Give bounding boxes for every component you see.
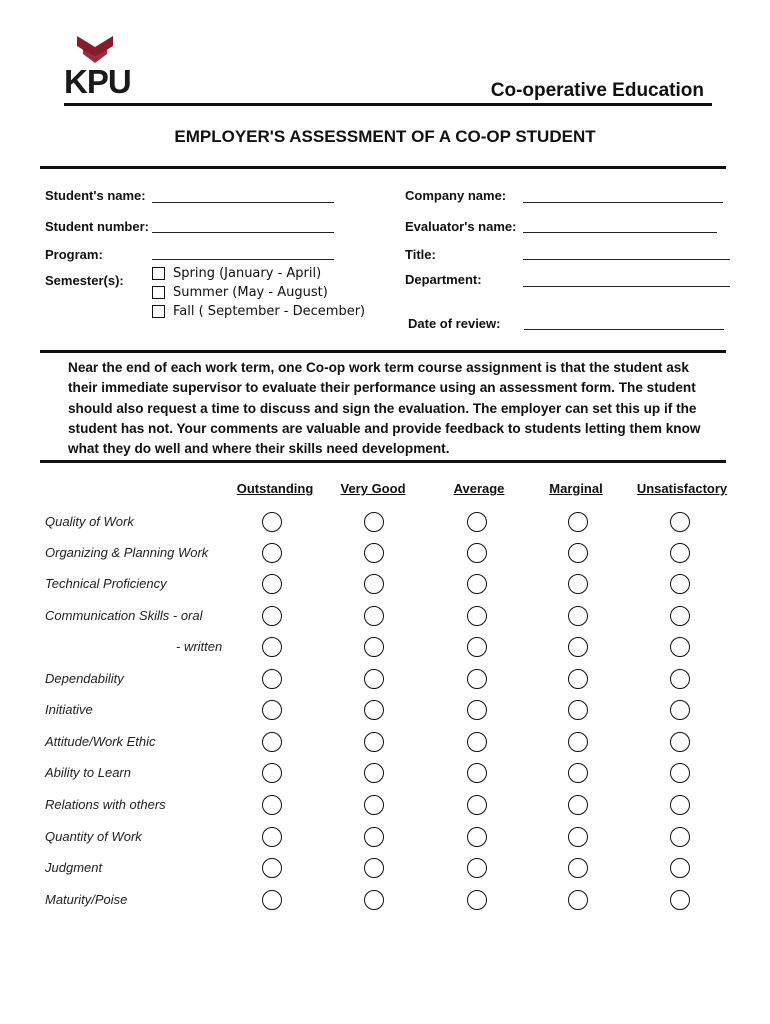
rating-radio-average[interactable] [467, 543, 487, 563]
rating-radio-very-good[interactable] [364, 763, 384, 783]
rating-radio-marginal[interactable] [568, 890, 588, 910]
spring-checkbox[interactable] [152, 267, 165, 280]
rating-radio-unsatisfactory[interactable] [670, 890, 690, 910]
rating-radio-average[interactable] [467, 890, 487, 910]
student-number-label: Student number: [45, 219, 149, 234]
date-of-review-field[interactable] [524, 329, 724, 330]
intro-top-divider [40, 350, 726, 353]
title-label: Title: [405, 247, 436, 262]
student-name-field[interactable] [152, 202, 334, 203]
criterion-label: Dependability [45, 671, 124, 686]
rating-radio-very-good[interactable] [364, 827, 384, 847]
rating-radio-marginal[interactable] [568, 606, 588, 626]
student-name-label: Student's name: [45, 188, 146, 203]
rating-radio-very-good[interactable] [364, 574, 384, 594]
rating-radio-outstanding[interactable] [262, 827, 282, 847]
rating-radio-average[interactable] [467, 763, 487, 783]
rating-radio-very-good[interactable] [364, 606, 384, 626]
rating-radio-unsatisfactory[interactable] [670, 827, 690, 847]
title-divider [40, 166, 726, 169]
rating-radio-average[interactable] [467, 732, 487, 752]
rating-radio-marginal[interactable] [568, 543, 588, 563]
program-label: Program: [45, 247, 103, 262]
rating-radio-outstanding[interactable] [262, 606, 282, 626]
rating-radio-unsatisfactory[interactable] [670, 543, 690, 563]
summer-label: Summer (May - August) [173, 285, 328, 300]
rating-radio-average[interactable] [467, 700, 487, 720]
rating-radio-unsatisfactory[interactable] [670, 512, 690, 532]
intro-paragraph: Near the end of each work term, one Co-op work term course assignment is that the student ask their immediate supervisor to evaluate their performance using an assessment form. The student should also request a time to discuss and sign the evaluation. The employer can set this up if the student has not. Your comments are valuable and provide feedback to students letting them know what they do well and where their skills need development. [68, 360, 701, 457]
rating-radio-average[interactable] [467, 606, 487, 626]
student-number-field[interactable] [152, 232, 334, 233]
program-field[interactable] [152, 259, 334, 260]
rating-radio-unsatisfactory[interactable] [670, 700, 690, 720]
department-title: Co-operative Education [490, 80, 704, 101]
evaluator-name-label: Evaluator's name: [405, 219, 517, 234]
rating-radio-very-good[interactable] [364, 732, 384, 752]
title-field[interactable] [523, 259, 730, 260]
rating-radio-outstanding[interactable] [262, 795, 282, 815]
rating-radio-outstanding[interactable] [262, 543, 282, 563]
rating-radio-average[interactable] [467, 827, 487, 847]
scale-marginal: Marginal [549, 481, 603, 496]
rating-radio-outstanding[interactable] [262, 858, 282, 878]
rating-radio-outstanding[interactable] [262, 574, 282, 594]
date-of-review-label: Date of review: [408, 316, 501, 331]
rating-radio-outstanding[interactable] [262, 763, 282, 783]
criterion-label: Ability to Learn [45, 765, 131, 780]
rating-radio-average[interactable] [467, 795, 487, 815]
criterion-label: Technical Proficiency [45, 576, 167, 591]
rating-radio-average[interactable] [467, 858, 487, 878]
evaluator-name-field[interactable] [523, 232, 717, 233]
company-name-label: Company name: [405, 188, 507, 203]
criterion-label: Communication Skills - oral [45, 608, 203, 623]
rating-radio-outstanding[interactable] [262, 890, 282, 910]
rating-radio-unsatisfactory[interactable] [670, 669, 690, 689]
scale-unsatisfactory: Unsatisfactory [636, 481, 728, 496]
rating-radio-outstanding[interactable] [262, 732, 282, 752]
rating-radio-marginal[interactable] [568, 574, 588, 594]
rating-radio-marginal[interactable] [568, 669, 588, 689]
rating-radio-marginal[interactable] [568, 763, 588, 783]
rating-radio-marginal[interactable] [568, 512, 588, 532]
scale-average: Average [453, 481, 505, 496]
criterion-label: Initiative [45, 702, 93, 717]
rating-radio-unsatisfactory[interactable] [670, 732, 690, 752]
rating-radio-very-good[interactable] [364, 669, 384, 689]
rating-radio-unsatisfactory[interactable] [670, 606, 690, 626]
rating-radio-outstanding[interactable] [262, 512, 282, 532]
rating-radio-average[interactable] [467, 512, 487, 532]
semester-options [152, 264, 365, 321]
department-label: Department: [405, 272, 482, 287]
rating-radio-very-good[interactable] [364, 637, 384, 657]
criterion-label: - written [176, 639, 223, 654]
criterion-label: Relations with others [45, 797, 166, 812]
semester-label: Semester(s): [45, 273, 124, 288]
criterion-label: Maturity/Poise [45, 892, 128, 907]
rating-radio-outstanding[interactable] [262, 637, 282, 657]
intro-bottom-divider [40, 460, 726, 463]
kpu-chevron-icon [77, 36, 113, 64]
rating-radio-very-good[interactable] [364, 858, 384, 878]
rating-radio-very-good[interactable] [364, 543, 384, 563]
rating-radio-average[interactable] [467, 574, 487, 594]
rating-radio-unsatisfactory[interactable] [670, 763, 690, 783]
rating-radio-average[interactable] [467, 637, 487, 657]
rating-radio-very-good[interactable] [364, 512, 384, 532]
criterion-label: Attitude/Work Ethic [45, 734, 156, 749]
rating-radio-marginal[interactable] [568, 827, 588, 847]
rating-radio-marginal[interactable] [568, 637, 588, 657]
rating-radio-marginal[interactable] [568, 795, 588, 815]
rating-radio-outstanding[interactable] [262, 700, 282, 720]
rating-radio-unsatisfactory[interactable] [670, 574, 690, 594]
company-name-field[interactable] [523, 202, 723, 203]
scale-very-good: Very Good [340, 481, 406, 496]
logo-wordmark: KPU [64, 63, 131, 100]
semester-option-summer[interactable] [152, 283, 365, 302]
spring-label: Spring (January - April) [173, 266, 322, 281]
rating-radio-outstanding[interactable] [262, 669, 282, 689]
rating-radio-unsatisfactory[interactable] [670, 795, 690, 815]
header-divider [64, 103, 712, 106]
form-title: EMPLOYER'S ASSESSMENT OF A CO-OP STUDENT [174, 127, 596, 146]
rating-radio-marginal[interactable] [568, 732, 588, 752]
fall-label: Fall ( September - December) [173, 304, 366, 319]
rating-radio-unsatisfactory[interactable] [670, 637, 690, 657]
criterion-label: Quality of Work [45, 514, 134, 529]
rating-radio-average[interactable] [467, 669, 487, 689]
summer-checkbox[interactable] [152, 286, 165, 299]
criterion-label: Judgment [45, 860, 103, 875]
rating-radio-unsatisfactory[interactable] [670, 858, 690, 878]
scale-outstanding: Outstanding [236, 481, 314, 496]
rating-radio-very-good[interactable] [364, 890, 384, 910]
rating-radio-very-good[interactable] [364, 700, 384, 720]
criterion-label: Organizing & Planning Work [45, 545, 209, 560]
semester-option-fall[interactable] [152, 302, 365, 321]
rating-radio-marginal[interactable] [568, 858, 588, 878]
kpu-logo [64, 36, 134, 100]
fall-checkbox[interactable] [152, 305, 165, 318]
criterion-label: Quantity of Work [45, 829, 142, 844]
semester-option-spring[interactable] [152, 264, 365, 283]
rating-radio-marginal[interactable] [568, 700, 588, 720]
rating-radio-very-good[interactable] [364, 795, 384, 815]
department-field[interactable] [523, 286, 730, 287]
